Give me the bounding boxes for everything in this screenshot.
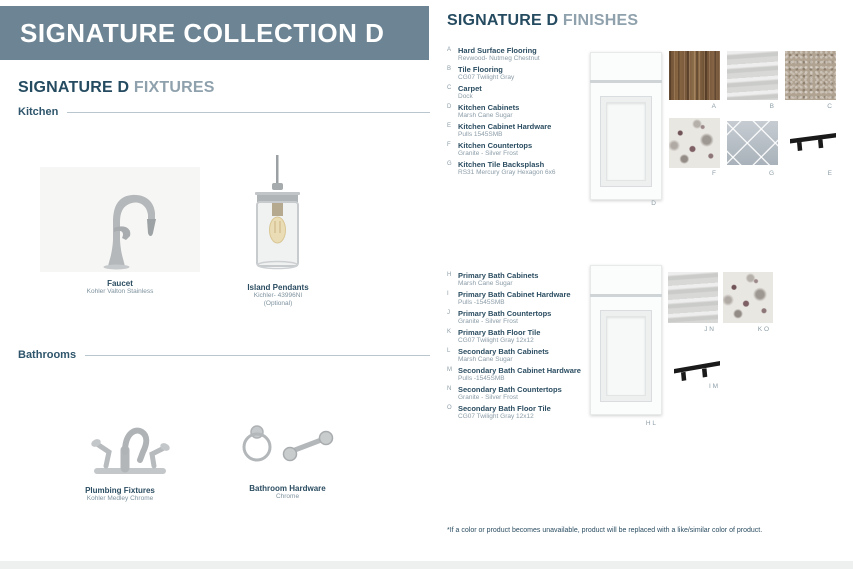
finish-subtitle: Granite - Silver Frost: [458, 394, 518, 401]
finish-item-h: [447, 271, 581, 287]
finish-item-c: [447, 84, 556, 100]
bathroom-hardware-illustration: [230, 420, 345, 468]
finish-title: Carpet: [458, 84, 482, 93]
carpet-swatch: [785, 51, 836, 100]
bottom-bar: [0, 561, 853, 569]
bath-tile-swatch: [668, 272, 718, 323]
finish-item-m: [447, 366, 581, 382]
island-pendant-name: Island Pendants: [247, 283, 309, 292]
finish-item-d: [447, 103, 556, 119]
faucet-name: Faucet: [107, 279, 133, 288]
cabinet-door-panel: [607, 317, 645, 395]
bath-hardware-swatch-label: I M: [708, 383, 718, 390]
kitchen-section-header: [18, 106, 430, 118]
cabinet-pull-illustration: [672, 356, 722, 384]
kitchen-section-label: Kitchen: [18, 106, 59, 118]
cabinet-drawer-gap: [590, 80, 662, 83]
finish-item-l: [447, 347, 581, 363]
finish-title: Tile Flooring: [458, 65, 503, 74]
bathroom-hardware-caption: [225, 484, 350, 501]
finish-title: Primary Bath Cabinets: [458, 271, 539, 280]
cabinet-door-frame: [600, 310, 652, 402]
finish-title: Secondary Bath Countertops: [458, 385, 562, 394]
finish-item-j: [447, 309, 581, 325]
finish-subtitle: Marsh Cane Sugar: [458, 356, 513, 363]
finish-title: Secondary Bath Cabinet Hardware: [458, 366, 581, 375]
finish-subtitle: CG07 Twilight Gray 12x12: [458, 337, 534, 344]
finish-letter: O: [447, 405, 452, 411]
finishes-heading: [447, 12, 638, 30]
finish-subtitle: Marsh Cane Sugar: [458, 112, 513, 119]
finish-subtitle: Pulls -1545SMB: [458, 375, 505, 382]
bathroom-hardware-image: [230, 420, 345, 473]
kitchen-cabinet-swatch: [590, 52, 662, 200]
cabinet-pull-illustration: [788, 127, 838, 155]
bathrooms-section-header: [18, 349, 430, 361]
finish-letter: H: [447, 272, 452, 278]
faucet-illustration: [60, 170, 180, 270]
island-pendant-caption: [226, 283, 330, 308]
countertop-swatch-label: F: [712, 170, 716, 177]
finish-letter: A: [447, 47, 452, 53]
finish-letter: K: [447, 329, 452, 335]
backsplash-swatch-label: G: [768, 170, 774, 177]
fixtures-heading-primary: SIGNATURE D: [18, 79, 130, 96]
finish-letter: D: [447, 104, 452, 110]
finish-letter: M: [447, 367, 452, 373]
cabinet-drawer-gap: [590, 294, 662, 297]
bath-countertop-swatch: [723, 272, 773, 323]
kitchen-section-rule: [67, 112, 430, 113]
finishes-list-bath: [447, 271, 581, 423]
island-pendant-illustration: [228, 153, 326, 275]
finish-item-k: [447, 328, 581, 344]
bathrooms-section-rule: [85, 355, 430, 356]
finish-title: Kitchen Tile Backsplash: [458, 160, 545, 169]
finish-title: Kitchen Cabinet Hardware: [458, 122, 552, 131]
finish-subtitle: Dock: [458, 93, 473, 100]
finish-subtitle: Revwood- Nutmeg Chestnut: [458, 55, 540, 62]
bath-cabinet-swatch-label: H L: [645, 420, 656, 427]
plumbing-fixtures-spec: Kohler Medley Chrome: [86, 495, 154, 502]
kitchen-hardware-swatch: [788, 127, 838, 160]
bath-tile-swatch-label: J N: [704, 326, 714, 333]
finish-letter: J: [447, 310, 450, 316]
finish-letter: C: [447, 85, 452, 91]
tile-flooring-swatch-label: B: [769, 103, 774, 110]
cabinet-door-frame: [600, 96, 652, 187]
bathroom-hardware-name: Bathroom Hardware: [249, 484, 326, 493]
faucet-image: [40, 167, 200, 272]
island-pendant-note: (Optional): [263, 300, 293, 307]
finish-title: Primary Bath Countertops: [458, 309, 552, 318]
backsplash-swatch: [727, 121, 778, 165]
faucet-caption: [40, 279, 200, 296]
finish-subtitle: CG07 Twilight Gray 12x12: [458, 413, 534, 420]
finish-subtitle: Marsh Cane Sugar: [458, 280, 513, 287]
finish-subtitle: Granite - Silver Frost: [458, 318, 518, 325]
island-pendant-image: [228, 153, 326, 275]
faucet-spec: Kohler Valton Stainless: [86, 288, 154, 295]
finish-subtitle: CG07 Twilight Gray: [458, 74, 515, 81]
finish-item-e: [447, 122, 556, 138]
finish-letter: F: [447, 142, 451, 148]
page-title: SIGNATURE COLLECTION D: [20, 17, 385, 48]
finish-letter: L: [447, 348, 451, 354]
finish-letter: N: [447, 386, 452, 392]
finish-title: Secondary Bath Floor Tile: [458, 404, 551, 413]
finish-item-a: [447, 46, 556, 62]
countertop-swatch: [669, 118, 720, 168]
finish-title: Secondary Bath Cabinets: [458, 347, 549, 356]
fixtures-heading-secondary: FIXTURES: [133, 79, 215, 96]
flooring-swatch-label: A: [711, 103, 716, 110]
tile-flooring-swatch: [727, 51, 778, 100]
plumbing-fixtures-image: [72, 408, 187, 483]
kitchen-hardware-swatch-label: E: [827, 170, 832, 177]
finish-subtitle: Granite - Silver Frost: [458, 150, 518, 157]
finish-item-i: [447, 290, 581, 306]
finish-item-b: [447, 65, 556, 81]
finish-letter: I: [447, 291, 449, 297]
finish-item-f: [447, 141, 556, 157]
finish-item-g: [447, 160, 556, 176]
plumbing-fixtures-name: Plumbing Fixtures: [85, 486, 155, 495]
finish-subtitle: Pulls -1545SMB: [458, 299, 505, 306]
page-banner: [0, 6, 429, 60]
finish-title: Primary Bath Floor Tile: [458, 328, 541, 337]
finish-letter: E: [447, 123, 452, 129]
finishes-heading-primary: SIGNATURE D: [447, 12, 559, 29]
finish-subtitle: Pulls 1545SMB: [458, 131, 503, 138]
island-pendant-spec: Kichler- 43996NI: [253, 292, 303, 299]
flooring-swatch: [669, 51, 720, 100]
footnote: *If a color or product becomes unavailable, product will be replaced with a like/similar color of product.: [447, 527, 763, 534]
finish-item-n: [447, 385, 581, 401]
finish-title: Kitchen Cabinets: [458, 103, 520, 112]
kitchen-cabinet-swatch-label: D: [651, 200, 656, 207]
plumbing-fixtures-caption: [40, 486, 200, 503]
finish-title: Hard Surface Flooring: [458, 46, 537, 55]
cabinet-door-panel: [607, 103, 645, 180]
finishes-heading-secondary: FINISHES: [562, 12, 639, 29]
carpet-swatch-label: C: [827, 103, 832, 110]
finish-letter: B: [447, 66, 452, 72]
finish-letter: G: [447, 161, 452, 167]
finish-title: Kitchen Countertops: [458, 141, 533, 150]
finish-subtitle: RS31 Mercury Gray Hexagon 6x6: [458, 169, 556, 176]
fixtures-heading: [18, 79, 215, 97]
finish-title: Primary Bath Cabinet Hardware: [458, 290, 571, 299]
finish-item-o: [447, 404, 581, 420]
bathrooms-section-label: Bathrooms: [18, 349, 77, 361]
finishes-list-kitchen: [447, 46, 556, 179]
bath-cabinet-swatch: [590, 265, 662, 415]
plumbing-fixtures-illustration: [72, 408, 187, 478]
bath-countertop-swatch-label: K O: [757, 326, 769, 333]
bathroom-hardware-spec: Chrome: [275, 493, 300, 500]
